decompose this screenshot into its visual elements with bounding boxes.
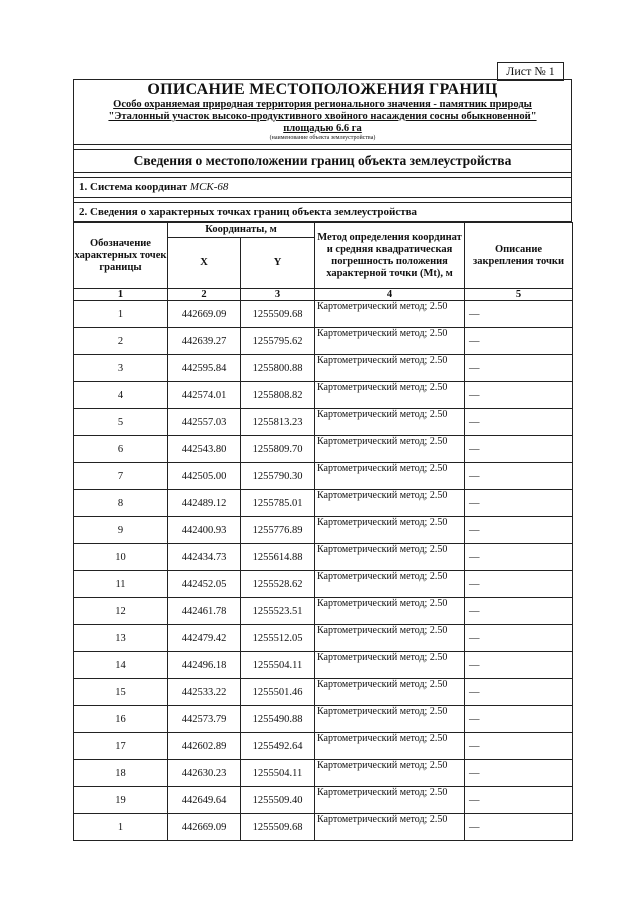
table-row: [74, 382, 573, 409]
table-row: [74, 760, 573, 787]
column-number: 5: [465, 289, 573, 301]
y-coordinate: 1255800.88: [241, 355, 315, 382]
description-cell: —: [465, 382, 573, 409]
document-title: ОПИСАНИЕ МЕСТОПОЛОЖЕНИЯ ГРАНИЦ: [147, 81, 498, 98]
y-coordinate: 1255501.46: [241, 679, 315, 706]
column-number: 3: [241, 289, 315, 301]
table-row: [74, 409, 573, 436]
y-coordinate: 1255492.64: [241, 733, 315, 760]
point-number: 7: [74, 463, 168, 490]
x-coordinate: 442489.12: [168, 490, 241, 517]
description-cell: —: [465, 490, 573, 517]
x-coordinate: 442649.64: [168, 787, 241, 814]
table-row: [74, 328, 573, 355]
y-coordinate: 1255790.30: [241, 463, 315, 490]
method-cell: Картометрический метод; 2.50: [315, 787, 465, 814]
point-number: 3: [74, 355, 168, 382]
description-cell: —: [465, 301, 573, 328]
table-row: [74, 517, 573, 544]
method-cell: Картометрический метод; 2.50: [315, 382, 465, 409]
method-cell: Картометрический метод; 2.50: [315, 463, 465, 490]
description-cell: —: [465, 463, 573, 490]
x-coordinate: 442595.84: [168, 355, 241, 382]
y-coordinate: 1255795.62: [241, 328, 315, 355]
description-header: Описание закрепления точки: [465, 223, 573, 289]
description-cell: —: [465, 517, 573, 544]
sheet-number-label: Лист № 1: [497, 62, 564, 81]
table-row: [74, 463, 573, 490]
coords-header: Координаты, м: [168, 223, 315, 238]
point-number: 11: [74, 571, 168, 598]
point-number: 1: [74, 814, 168, 841]
x-coordinate: 442639.27: [168, 328, 241, 355]
table-row: [74, 436, 573, 463]
table-row: [74, 598, 573, 625]
table-row: [74, 679, 573, 706]
method-cell: Картометрический метод; 2.50: [315, 571, 465, 598]
y-coordinate: 1255785.01: [241, 490, 315, 517]
point-number: 10: [74, 544, 168, 571]
point-number: 17: [74, 733, 168, 760]
description-cell: —: [465, 706, 573, 733]
document-header: [73, 79, 572, 145]
y-coordinate: 1255509.68: [241, 301, 315, 328]
x-coordinate: 442505.00: [168, 463, 241, 490]
x-coordinate: 442461.78: [168, 598, 241, 625]
table-row: [74, 652, 573, 679]
x-coordinate: 442452.05: [168, 571, 241, 598]
y-coordinate: 1255504.11: [241, 760, 315, 787]
description-cell: —: [465, 571, 573, 598]
x-coordinate: 442602.89: [168, 733, 241, 760]
object-name-line-1: Особо охраняемая природная территория регионального значения - памятник природы: [113, 99, 532, 110]
table-row: [74, 571, 573, 598]
method-cell: Картометрический метод; 2.50: [315, 760, 465, 787]
x-coordinate: 442434.73: [168, 544, 241, 571]
y-coordinate: 1255808.82: [241, 382, 315, 409]
description-cell: —: [465, 679, 573, 706]
method-cell: Картометрический метод; 2.50: [315, 598, 465, 625]
description-cell: —: [465, 598, 573, 625]
method-cell: Картометрический метод; 2.50: [315, 328, 465, 355]
y-coordinate: 1255528.62: [241, 571, 315, 598]
method-cell: Картометрический метод; 2.50: [315, 409, 465, 436]
object-area: площадью 6.6 га: [283, 123, 362, 134]
method-cell: Картометрический метод; 2.50: [315, 517, 465, 544]
x-coordinate: 442533.22: [168, 679, 241, 706]
y-coordinate: 1255504.11: [241, 652, 315, 679]
point-number: 2: [74, 328, 168, 355]
point-number: 8: [74, 490, 168, 517]
y-coordinate: 1255776.89: [241, 517, 315, 544]
coordinate-system-label: 1. Система координат: [79, 181, 188, 193]
column-number: 4: [315, 289, 465, 301]
method-cell: Картометрический метод; 2.50: [315, 301, 465, 328]
point-number: 4: [74, 382, 168, 409]
x-coordinate: 442574.01: [168, 382, 241, 409]
point-number: 9: [74, 517, 168, 544]
y-coordinate: 1255509.40: [241, 787, 315, 814]
method-cell: Картометрический метод; 2.50: [315, 436, 465, 463]
coordinate-system-row: [73, 178, 572, 198]
x-coordinate: 442557.03: [168, 409, 241, 436]
y-coordinate: 1255614.88: [241, 544, 315, 571]
object-name-caption: (наименование объекта землеустройства): [269, 135, 376, 141]
description-cell: —: [465, 409, 573, 436]
description-cell: —: [465, 652, 573, 679]
y-coordinate: 1255809.70: [241, 436, 315, 463]
table-row: [74, 814, 573, 841]
description-cell: —: [465, 355, 573, 382]
y-coordinate: 1255490.88: [241, 706, 315, 733]
method-cell: Картометрический метод; 2.50: [315, 679, 465, 706]
point-number: 13: [74, 625, 168, 652]
description-cell: —: [465, 760, 573, 787]
method-cell: Картометрический метод; 2.50: [315, 355, 465, 382]
point-number: 6: [74, 436, 168, 463]
description-cell: —: [465, 544, 573, 571]
point-number: 1: [74, 301, 168, 328]
description-cell: —: [465, 328, 573, 355]
points-section-title: 2. Сведения о характерных точках границ объекта землеустройства: [73, 203, 572, 222]
y-coordinate: 1255509.68: [241, 814, 315, 841]
point-number: 12: [74, 598, 168, 625]
column-number: 1: [74, 289, 168, 301]
method-cell: Картометрический метод; 2.50: [315, 706, 465, 733]
x-coordinate: 442669.09: [168, 814, 241, 841]
table-row: [74, 787, 573, 814]
description-cell: —: [465, 733, 573, 760]
method-header: Метод определения координат и средняя квадратическая погрешность положения характерной точки (Mt), м: [315, 223, 465, 289]
description-cell: —: [465, 787, 573, 814]
x-coordinate: 442573.79: [168, 706, 241, 733]
method-cell: Картометрический метод; 2.50: [315, 652, 465, 679]
description-cell: —: [465, 814, 573, 841]
table-row: [74, 490, 573, 517]
point-number: 16: [74, 706, 168, 733]
method-cell: Картометрический метод; 2.50: [315, 490, 465, 517]
table-row: [74, 301, 573, 328]
description-cell: —: [465, 436, 573, 463]
table-row: [74, 355, 573, 382]
table-row: [74, 625, 573, 652]
point-number: 14: [74, 652, 168, 679]
points-table: [73, 222, 573, 841]
x-coordinate: 442479.42: [168, 625, 241, 652]
y-coordinate: 1255813.23: [241, 409, 315, 436]
x-coordinate: 442543.80: [168, 436, 241, 463]
point-number: 19: [74, 787, 168, 814]
x-coordinate: 442496.18: [168, 652, 241, 679]
y-header: Y: [241, 238, 315, 289]
point-number: 18: [74, 760, 168, 787]
y-coordinate: 1255512.05: [241, 625, 315, 652]
method-cell: Картометрический метод; 2.50: [315, 733, 465, 760]
object-name-line-2: "Эталонный участок высоко-продуктивного хвойного насаждения сосны обыкновенной": [108, 111, 537, 122]
method-cell: Картометрический метод; 2.50: [315, 625, 465, 652]
x-coordinate: 442630.23: [168, 760, 241, 787]
y-coordinate: 1255523.51: [241, 598, 315, 625]
column-number: 2: [168, 289, 241, 301]
method-cell: Картометрический метод; 2.50: [315, 544, 465, 571]
point-header: Обозначение характерных точек границы: [74, 223, 168, 289]
table-row: [74, 544, 573, 571]
point-number: 5: [74, 409, 168, 436]
table-row: [74, 706, 573, 733]
point-number: 15: [74, 679, 168, 706]
description-cell: —: [465, 625, 573, 652]
document-frame: [73, 79, 572, 841]
section-title: Сведения о местоположении границ объекта землеустройства: [73, 150, 572, 173]
x-coordinate: 442400.93: [168, 517, 241, 544]
coordinate-system-value: МСК-68: [189, 181, 229, 193]
x-header: X: [168, 238, 241, 289]
method-cell: Картометрический метод; 2.50: [315, 814, 465, 841]
table-row: [74, 733, 573, 760]
x-coordinate: 442669.09: [168, 301, 241, 328]
